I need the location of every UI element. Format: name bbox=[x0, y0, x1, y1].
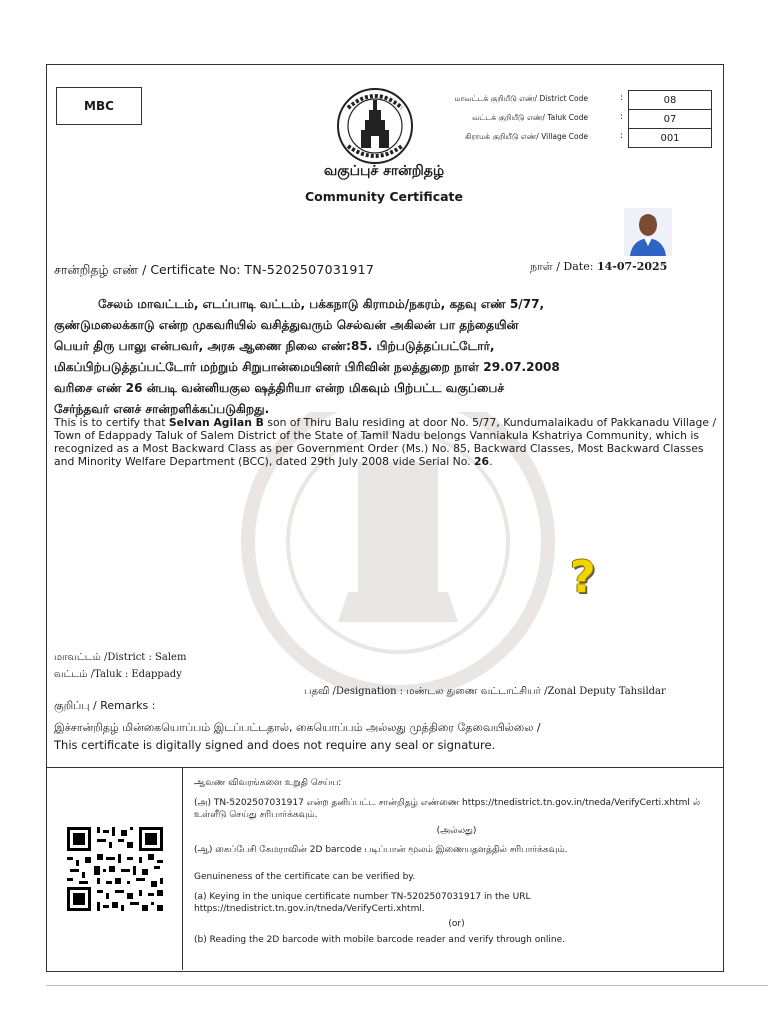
body-tamil bbox=[54, 294, 714, 420]
digital-sign-note-english: This certificate is digitally signed and does not require any seal or signature. bbox=[54, 738, 496, 752]
district-code-row: மாவட்டக் குறியீடு எண்/ District Code : 08 bbox=[440, 90, 712, 110]
district-code-value: 08 bbox=[628, 90, 712, 110]
applicant-photo bbox=[624, 208, 672, 256]
taluk-code-label: வட்டக் குறியீடு எண்/ Taluk Code bbox=[472, 113, 588, 122]
verification-divider bbox=[46, 767, 724, 768]
verify-option-b-english: (b) Reading the 2D barcode with mobile barcode reader and verify through online. bbox=[194, 935, 566, 945]
certificate-number: TN-5202507031917 bbox=[244, 262, 375, 277]
verify-heading-tamil: ஆவண விவரங்களை உறுதி செய்ய: bbox=[194, 778, 342, 788]
body-tamil-line: மிகப்பிற்படுத்தப்பட்டோர் மற்றும் சிறுபான்மையினர் பிரிவின் நலத்துறை நாள் 29.07.2008 bbox=[54, 360, 560, 374]
body-english: This is to certify that Selvan Agilan B son of Thiru Balu residing at door No. 5/77, Kundumalaikadu of Pakkanadu Village / Town of Edappady Taluk of Salem District of the State of Tamil Nadu belongs Vanniakula Kshatriya Community, which is recognized as a Most Backward Class as per Government Order (Ms.) No. 85, Backward Classes, Most Backward Classes and Minority Welfare Department (BCC), dated 29th July 2008 vide Serial No. 26. bbox=[54, 416, 717, 468]
certificate-number-label: சான்றிதழ் எண் / Certificate No: bbox=[54, 262, 241, 277]
digital-sign-note-tamil: இச்சான்றிதழ் மின்கையொப்பம் இடப்பட்டதால், கையொப்பம் அல்லது முத்திரை தேவையில்லை / bbox=[54, 721, 541, 734]
village-code-value: 001 bbox=[628, 128, 712, 148]
verify-heading-english: Genuineness of the certificate can be verified by. bbox=[194, 872, 416, 882]
qr-code-icon[interactable] bbox=[64, 824, 166, 914]
verify-or-english: (or) bbox=[448, 919, 465, 929]
taluk-code-row: வட்டக் குறியீடு எண்/ Taluk Code : 07 bbox=[440, 109, 712, 129]
taluk-code-value: 07 bbox=[628, 109, 712, 129]
body-tamil-line: சேலம் மாவட்டம், எடப்பாடி வட்டம், பக்கநாடு கிராமம்/நகரம், கதவு எண் 5/77, bbox=[98, 297, 545, 311]
question-mark-icon: ? bbox=[570, 552, 596, 603]
community-badge: MBC bbox=[56, 87, 142, 125]
verify-option-a-english: (a) Keying in the unique certificate number TN-5202507031917 in the URL https://tnedistrict.tn.gov.in/tneda/VerifyCerti.xhtml. bbox=[194, 892, 531, 914]
district-line: மாவட்டம் /District : Salem bbox=[54, 652, 187, 663]
title-english: Community Certificate bbox=[304, 189, 463, 204]
title-tamil: வகுப்புச் சான்றிதழ் bbox=[323, 163, 445, 179]
certificate-date: 14-07-2025 bbox=[596, 260, 668, 273]
certificate-number-line bbox=[54, 262, 374, 279]
body-tamil-line: சேர்ந்தவர் எனச் சான்றளிக்கப்படுகிறது. bbox=[54, 402, 270, 416]
qr-column-divider bbox=[182, 767, 183, 970]
remarks-line: குறிப்பு / Remarks : bbox=[54, 699, 156, 712]
taluk-line: வட்டம் /Taluk : Edappady bbox=[54, 669, 182, 680]
verify-option-a-tamil: (அ) TN-5202507031917 என்ற தனிப்பட்ட சான்றிதழ் எண்ணை https://tnedistrict.tn.gov.in/tneda/VerifyCerti.xhtml ல் உள்ளீடு செய்து சரிபார்க்கவும். bbox=[194, 798, 701, 820]
village-code-label: கிராமக் குறியீடு எண்/ Village Code bbox=[465, 132, 588, 141]
body-tamil-line: குண்டுமலைக்காடு என்ற முகவரியில் வசித்துவரும் செல்வன் அகிலன் பா தந்தையின் bbox=[54, 318, 519, 332]
body-tamil-line: வரிசை எண் 26 ன்படி வன்னியகுல ஷத்திரியா என்ற மிகவும் பிற்பட்ட வகுப்பைச் bbox=[54, 381, 505, 395]
designation-line: பதவி /Designation : மண்டல துணை வட்டாட்சியர் /Zonal Deputy Tahsildar bbox=[304, 686, 666, 697]
date-label: நாள் / Date: bbox=[530, 260, 594, 273]
district-code-label: மாவட்டக் குறியீடு எண்/ District Code bbox=[454, 94, 588, 103]
certificate-date-line bbox=[530, 260, 667, 275]
verify-or-tamil: (அல்லது) bbox=[436, 826, 477, 836]
page-bottom-rule bbox=[46, 985, 768, 986]
serial-number: 26 bbox=[474, 455, 490, 468]
body-tamil-line: பெயர் திரு பாலு என்பவர், அரசு ஆணை நிலை எண்:85. பிற்படுத்தப்பட்டோர், bbox=[54, 339, 495, 353]
village-code-row: கிராமக் குறியீடு எண்/ Village Code : 001 bbox=[440, 128, 712, 148]
verify-option-b-tamil: (ஆ) கைப்பேசி கேமராவின் 2D barcode படிப்பான் மூலம் இணையதளத்தில் சரிபார்க்கவும். bbox=[194, 845, 568, 855]
applicant-name: Selvan Agilan B bbox=[168, 416, 264, 429]
tamil-nadu-emblem-icon bbox=[331, 86, 419, 166]
